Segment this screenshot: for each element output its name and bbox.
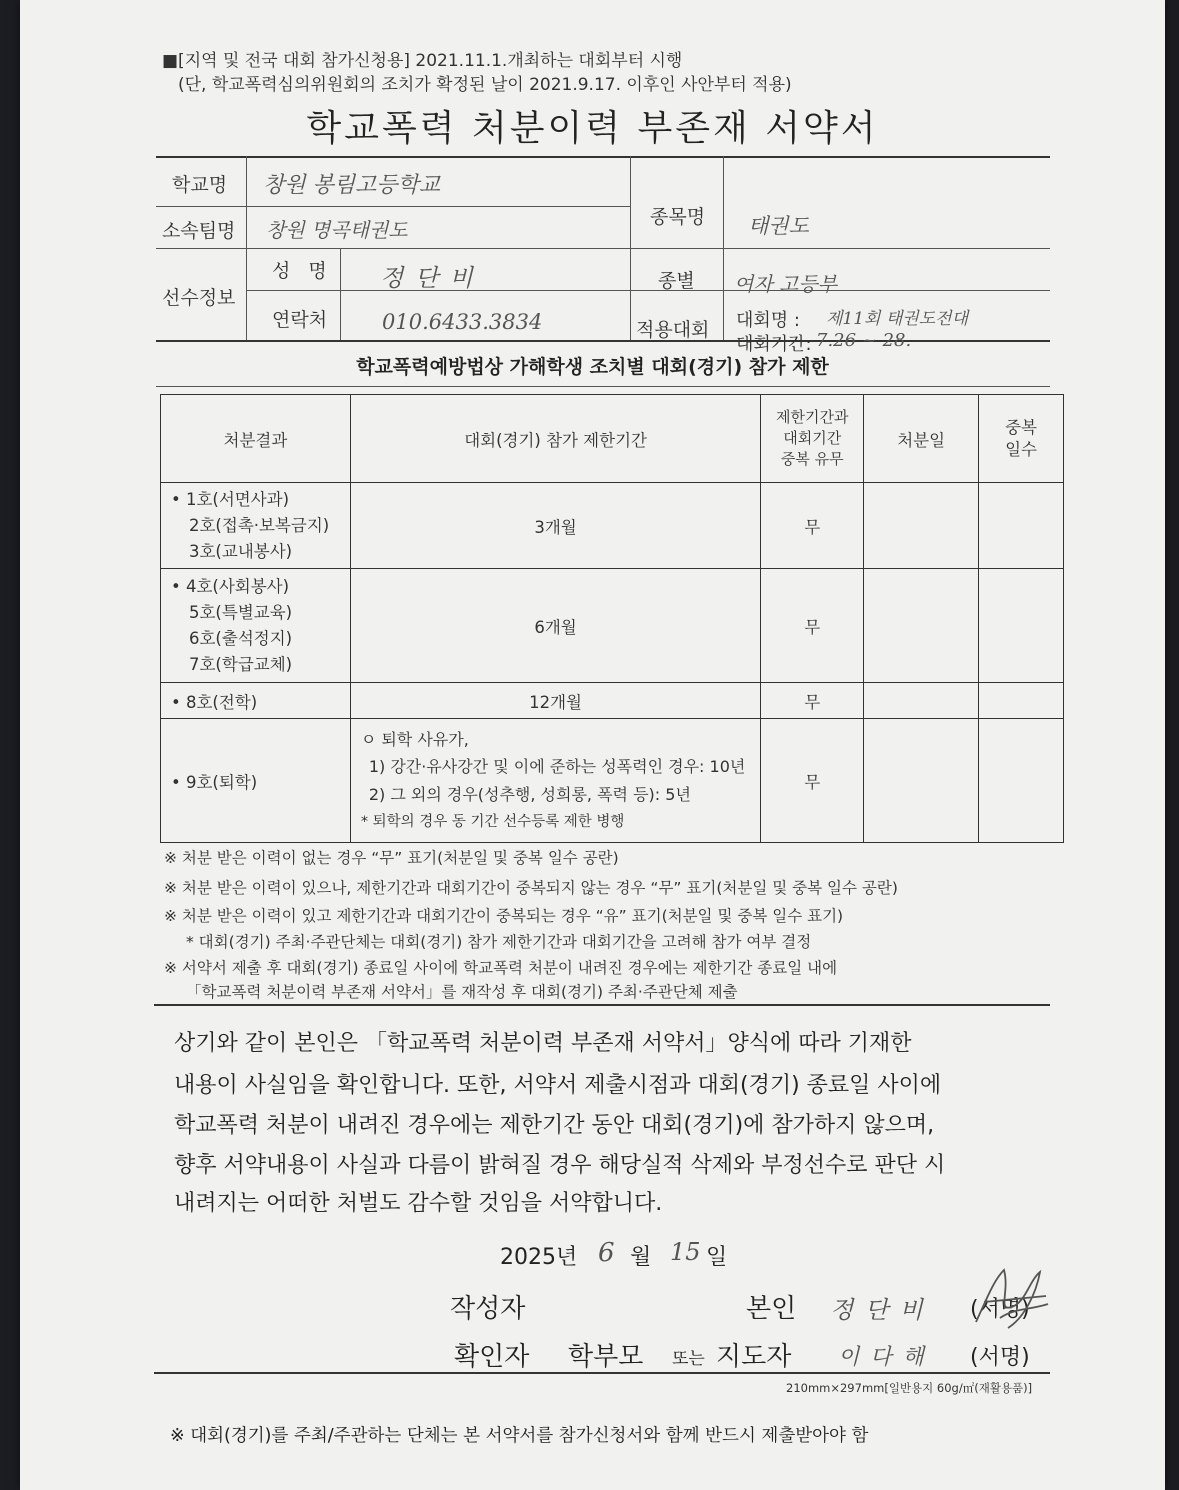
signature-bottom-line [154,1372,1050,1374]
category-label: 종별 [658,270,695,292]
result-row1: • 1호(서면사과) 2호(접촉·보복금지) 3호(교내봉사) [161,483,351,569]
days-row1 [979,483,1064,569]
days-row2 [979,569,1064,683]
date-day-label: 일 [706,1245,728,1270]
restriction-table [160,394,1064,843]
note-1: ※ 처분 받은 이력이 없는 경우 “무” 표기(처분일 및 중복 일수 공란) [164,849,619,867]
days-row3 [979,683,1064,719]
info-col-line [723,156,724,340]
school-value: 창원 봉림고등학교 [263,173,441,198]
days-row4 [979,719,1064,843]
period-row2: 6개월 [350,569,761,683]
notice-line-2: (단, 학교폭력심의위원회의 조치가 확정된 날이 2021.9.17. 이후인 사안부터 적용) [178,75,792,95]
coach-label: 지도자 [716,1342,792,1372]
overlap-row3: 무 [761,683,864,719]
coach-name: 이 다 해 [838,1345,926,1370]
notes-bottom-line [154,1004,1050,1006]
competition-label: 적용대회 [636,319,710,341]
info-row-line [156,248,1050,249]
document-title: 학교폭력 처분이력 부존재 서약서 [306,108,879,149]
header-period: 대회(경기) 참가 제한기간 [350,395,761,483]
self-label: 본인 [746,1294,797,1324]
date-row4 [864,719,979,843]
pledge-line-2: 내용이 사실임을 확인합니다. 또한, 서약서 제출시점과 대회(경기) 종료일 사이에 [174,1073,942,1098]
result-row4: • 9호(퇴학) [161,719,351,843]
table-row [161,483,1064,569]
restriction-title-line [156,386,1050,387]
header-overlap: 제한기간과 대회기간 중복 유무 [761,395,864,483]
overlap-row2: 무 [761,569,864,683]
restriction-title: 학교폭력예방법상 가해학생 조치별 대회(경기) 참가 제한 [356,356,829,378]
contact-label: 연락처 [272,309,328,331]
team-value: 창원 명곡태권도 [266,218,408,242]
period-row4: ㅇ 퇴학 사유가, 1) 강간·유사강간 및 이에 준하는 성폭력인 경우: 10년 2) 그 외의 경우(성추행, 성희롱, 폭력 등): 5년 * 퇴학의 경우 동 기간 선수등록 제한 병행 [350,719,761,843]
info-col-line [630,156,631,340]
event-value: 태권도 [748,214,809,238]
header-result: 처분결과 [161,395,351,483]
table-header-row [161,395,1064,483]
date-row2 [864,569,979,683]
pledge-line-5: 내려지는 어떠한 처벌도 감수할 것임을 서약합니다. [174,1191,663,1216]
date-day: 15 [670,1238,701,1266]
competition-name-value: 제11회 태권도전대 [826,309,968,329]
sign-label-2: (서명) [970,1345,1030,1370]
document-paper [20,0,1165,1490]
event-label: 종목명 [650,206,706,228]
table-row [161,683,1064,719]
competition-period-value: 7.26 ~ 28. [816,330,912,351]
note-2: ※ 처분 받은 이력이 있으나, 제한기간과 대회기간이 중복되지 않는 경우 “무” 표기(처분일 및 중복 일수 공란) [164,879,898,897]
info-row-line [156,206,630,207]
note-3: ※ 처분 받은 이력이 있고 제한기간과 대회기간이 중복되는 경우 “유” 표기(처분일 및 중복 일수 표기) [164,907,844,925]
writer-label: 작성자 [450,1294,526,1324]
category-value: 여자 고등부 [734,272,837,296]
info-bottom-border [156,340,1050,342]
signature-scribble-icon [964,1262,1054,1342]
pledge-line-3: 학교폭력 처분이 내려진 경우에는 제한기간 동안 대회(경기)에 참가하지 않으며, [174,1113,935,1138]
table-row [161,719,1064,843]
player-label: 선수정보 [162,287,236,309]
note-6: 「학교폭력 처분이력 부존재 서약서」를 재작성 후 대회(경기) 주최·주관단체 제출 [186,983,738,1001]
sign-label: (서명) [970,1297,1030,1322]
overlap-row4: 무 [761,719,864,843]
footer-note: ※ 대회(경기)를 주최/주관하는 단체는 본 서약서를 참가신청서와 함께 반드시 제출받아야 함 [170,1426,869,1446]
team-label: 소속팀명 [162,220,236,242]
contact-value: 010.6433.3834 [382,310,543,334]
parent-label: 학부모 [568,1342,644,1372]
date-row1 [864,483,979,569]
info-row-line [246,290,1050,291]
paper-spec: 210mm×297mm[일반용지 60g/㎡(재활용품)] [786,1381,1033,1395]
or-label: 또는 [672,1349,705,1369]
date-month-label: 월 [630,1245,652,1270]
overlap-row1: 무 [761,483,864,569]
date-month: 6 [598,1238,615,1268]
date-year: 2025년 [500,1245,578,1270]
confirmer-label: 확인자 [454,1342,530,1372]
header-date: 처분일 [864,395,979,483]
header-days: 중복 일수 [979,395,1064,483]
result-row3: • 8호(전학) [161,683,351,719]
notice-line-1: ■[지역 및 전국 대회 참가신청용] 2021.11.1.개최하는 대회부터 시행 [162,51,683,71]
self-name: 정 단 비 [830,1296,925,1324]
info-col-line [340,248,341,340]
note-4: * 대회(경기) 주최·주관단체는 대회(경기) 참가 제한기간과 대회기간을 고려해 참가 여부 결정 [186,933,812,951]
competition-name-label: 대회명 : [736,310,800,331]
name-label: 성 명 [272,260,333,282]
pledge-line-1: 상기와 같이 본인은 「학교폭력 처분이력 부존재 서약서」양식에 따라 기재한 [174,1031,912,1056]
pledge-line-4: 향후 서약내용이 사실과 다름이 밝혀질 경우 해당실적 삭제와 부정선수로 판단 시 [174,1153,946,1178]
name-value: 정 단 비 [380,264,475,292]
date-row3 [864,683,979,719]
school-label: 학교명 [172,174,228,196]
info-col-line [246,156,247,340]
period-row3: 12개월 [350,683,761,719]
note-5: ※ 서약서 제출 후 대회(경기) 종료일 사이에 학교폭력 처분이 내려진 경우에는 제한기간 종료일 내에 [164,959,838,977]
result-row2: • 4호(사회봉사) 5호(특별교육) 6호(출석정지) 7호(학급교체) [161,569,351,683]
period-row1: 3개월 [350,483,761,569]
competition-period-label: 대회기간: [736,334,812,355]
info-top-border [156,156,1050,158]
table-row [161,569,1064,683]
